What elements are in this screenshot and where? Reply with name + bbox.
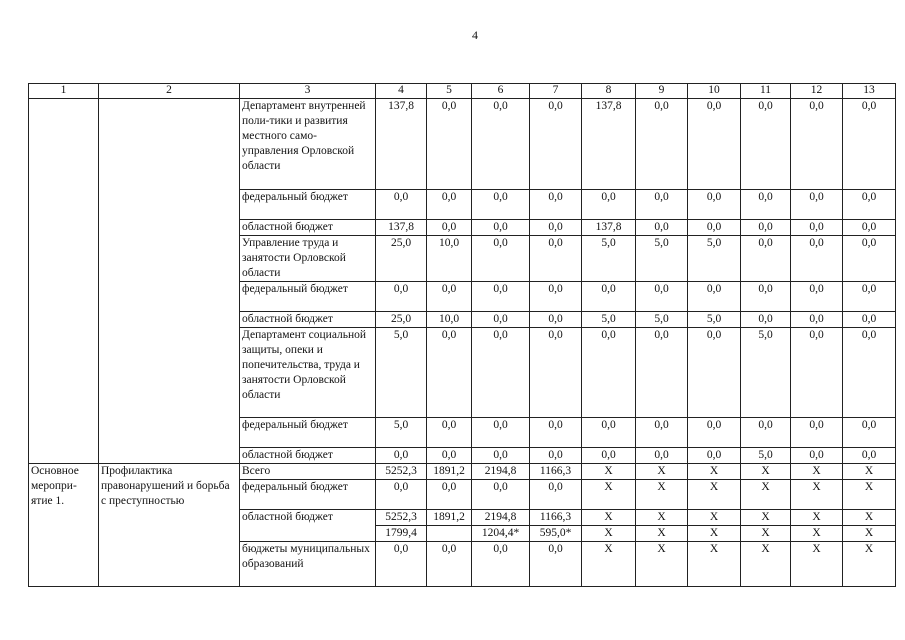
value-cell: 0,0 [688,282,741,312]
value-cell: 0,0 [582,282,636,312]
value-cell: 0,0 [843,236,896,282]
budget-table [28,83,896,587]
value-cell: 0,0 [427,448,472,464]
value-cell: 0,0 [376,480,427,510]
value-cell: X [582,526,636,542]
value-cell: 0,0 [741,312,791,328]
value-cell: 5,0 [636,236,688,282]
value-cell: 0,0 [530,220,582,236]
value-cell: 5,0 [376,418,427,448]
value-cell: X [741,526,791,542]
value-cell: 0,0 [472,480,530,510]
value-cell: X [791,480,843,510]
row-label: бюджеты муниципальных образований [240,542,376,587]
value-cell: 0,0 [427,282,472,312]
col-header: 1 [29,84,99,99]
value-cell: 0,0 [741,220,791,236]
value-cell: 0,0 [843,190,896,220]
value-cell: 0,0 [791,328,843,418]
row-label: Департамент внутренней поли-тики и развития местного само-управления Орловской области [240,99,376,190]
value-cell: 0,0 [843,99,896,190]
value-cell: 0,0 [427,328,472,418]
value-cell: 0,0 [741,282,791,312]
value-cell: 0,0 [530,448,582,464]
col-header: 3 [240,84,376,99]
value-cell: X [582,464,636,480]
value-cell: X [843,526,896,542]
col-header: 7 [530,84,582,99]
value-cell: 5,0 [376,328,427,418]
value-cell: 10,0 [427,312,472,328]
row-label: областной бюджет [240,220,376,236]
value-cell: 5252,3 [376,464,427,480]
row-label: областной бюджет [240,312,376,328]
value-cell: X [582,480,636,510]
value-cell: X [688,464,741,480]
value-cell: 0,0 [843,328,896,418]
row-label: федеральный бюджет [240,480,376,510]
value-cell: 0,0 [636,282,688,312]
value-cell: X [688,480,741,510]
value-cell: 25,0 [376,236,427,282]
value-cell: 0,0 [636,328,688,418]
value-cell: 2194,8 [472,510,530,526]
value-cell: X [843,480,896,510]
value-cell: 0,0 [688,418,741,448]
col-header: 8 [582,84,636,99]
value-cell: X [741,480,791,510]
value-cell: 5,0 [688,236,741,282]
value-cell: 5,0 [636,312,688,328]
value-cell: 0,0 [791,448,843,464]
header-row [29,84,896,99]
value-cell: 0,0 [791,312,843,328]
value-cell: X [688,510,741,526]
value-cell: 0,0 [530,418,582,448]
value-cell: X [791,510,843,526]
value-cell: 0,0 [472,220,530,236]
value-cell: X [636,464,688,480]
value-cell: X [791,464,843,480]
value-cell: 10,0 [427,236,472,282]
value-cell: 2194,8 [472,464,530,480]
value-cell: 0,0 [688,99,741,190]
value-cell: 0,0 [791,418,843,448]
value-cell: 1166,3 [530,464,582,480]
value-cell: 0,0 [530,99,582,190]
measure-description: Профилактика правонарушений и борьба с преступностью [99,464,240,587]
col-header: 5 [427,84,472,99]
row-label: федеральный бюджет [240,418,376,448]
value-cell: 0,0 [843,448,896,464]
value-cell: 0,0 [376,190,427,220]
value-cell: 5252,3 [376,510,427,526]
row-label: областной бюджет [240,510,376,542]
value-cell: 0,0 [843,418,896,448]
value-cell: 1799,4 [376,526,427,542]
row-label: Департамент социальной защиты, опеки и попечительства, труда и занятости Орловской области [240,328,376,418]
value-cell: 0,0 [741,236,791,282]
value-cell: 0,0 [427,418,472,448]
value-cell: 0,0 [791,190,843,220]
empty-cell [29,99,99,464]
value-cell: 1891,2 [427,510,472,526]
value-cell: 5,0 [582,236,636,282]
value-cell: 0,0 [530,190,582,220]
value-cell: 0,0 [688,328,741,418]
value-cell: X [636,542,688,587]
value-cell: 0,0 [376,282,427,312]
col-header: 13 [843,84,896,99]
value-cell: X [582,510,636,526]
value-cell: X [741,542,791,587]
value-cell: 0,0 [582,328,636,418]
value-cell: 0,0 [427,190,472,220]
value-cell: 0,0 [376,542,427,587]
value-cell: X [843,464,896,480]
value-cell: 1891,2 [427,464,472,480]
value-cell: 1166,3 [530,510,582,526]
value-cell: 5,0 [741,328,791,418]
value-cell: 0,0 [791,236,843,282]
col-header: 10 [688,84,741,99]
col-header: 11 [741,84,791,99]
value-cell: 0,0 [472,282,530,312]
col-header: 6 [472,84,530,99]
value-cell: 0,0 [472,236,530,282]
value-cell: 0,0 [472,190,530,220]
value-cell: 0,0 [741,190,791,220]
value-cell: 137,8 [582,220,636,236]
value-cell: 0,0 [791,220,843,236]
value-cell: 0,0 [582,190,636,220]
value-cell: 0,0 [688,220,741,236]
row-label: федеральный бюджет [240,190,376,220]
value-cell: 0,0 [530,282,582,312]
empty-cell [99,99,240,464]
value-cell: 0,0 [636,220,688,236]
value-cell: 0,0 [582,418,636,448]
value-cell: 0,0 [472,418,530,448]
measure-name: Основное меропри-ятие 1. [29,464,99,587]
col-header: 9 [636,84,688,99]
value-cell: 0,0 [741,418,791,448]
value-cell: 0,0 [791,99,843,190]
value-cell: X [791,526,843,542]
value-cell: X [582,542,636,587]
value-cell: 0,0 [688,190,741,220]
col-header: 2 [99,84,240,99]
value-cell: X [741,510,791,526]
row-label: Управление труда и занятости Орловской области [240,236,376,282]
value-cell: X [688,526,741,542]
value-cell: 0,0 [376,448,427,464]
value-cell: 5,0 [741,448,791,464]
value-cell [427,526,472,542]
value-cell: 137,8 [376,220,427,236]
page-number: 4 [472,28,478,42]
value-cell: X [843,542,896,587]
table-row [29,99,896,190]
row-label: областной бюджет [240,448,376,464]
value-cell: 0,0 [530,312,582,328]
value-cell: 5,0 [582,312,636,328]
value-cell: 0,0 [427,542,472,587]
row-label: Всего [240,464,376,480]
value-cell: 137,8 [376,99,427,190]
value-cell: X [636,510,688,526]
value-cell: 0,0 [636,190,688,220]
value-cell: 0,0 [530,480,582,510]
value-cell: 595,0* [530,526,582,542]
value-cell: 0,0 [636,99,688,190]
col-header: 4 [376,84,427,99]
value-cell: X [636,526,688,542]
value-cell: 0,0 [582,448,636,464]
value-cell: 0,0 [472,448,530,464]
value-cell: 0,0 [472,312,530,328]
table-row [29,464,896,480]
value-cell: 0,0 [636,448,688,464]
value-cell: 0,0 [530,542,582,587]
value-cell: 0,0 [427,480,472,510]
value-cell: 0,0 [791,282,843,312]
value-cell: 1204,4* [472,526,530,542]
value-cell: X [636,480,688,510]
value-cell: 25,0 [376,312,427,328]
value-cell: X [843,510,896,526]
value-cell: 0,0 [741,99,791,190]
value-cell: X [741,464,791,480]
value-cell: 0,0 [843,220,896,236]
value-cell: 0,0 [530,328,582,418]
value-cell: 0,0 [530,236,582,282]
row-label: федеральный бюджет [240,282,376,312]
value-cell: 0,0 [427,99,472,190]
value-cell: 0,0 [636,418,688,448]
value-cell: X [688,542,741,587]
value-cell: 0,0 [472,328,530,418]
value-cell: 0,0 [472,99,530,190]
col-header: 12 [791,84,843,99]
value-cell: 0,0 [688,448,741,464]
value-cell: 0,0 [427,220,472,236]
value-cell: 0,0 [843,282,896,312]
value-cell: 5,0 [688,312,741,328]
value-cell: 0,0 [843,312,896,328]
value-cell: X [791,542,843,587]
value-cell: 0,0 [472,542,530,587]
value-cell: 137,8 [582,99,636,190]
